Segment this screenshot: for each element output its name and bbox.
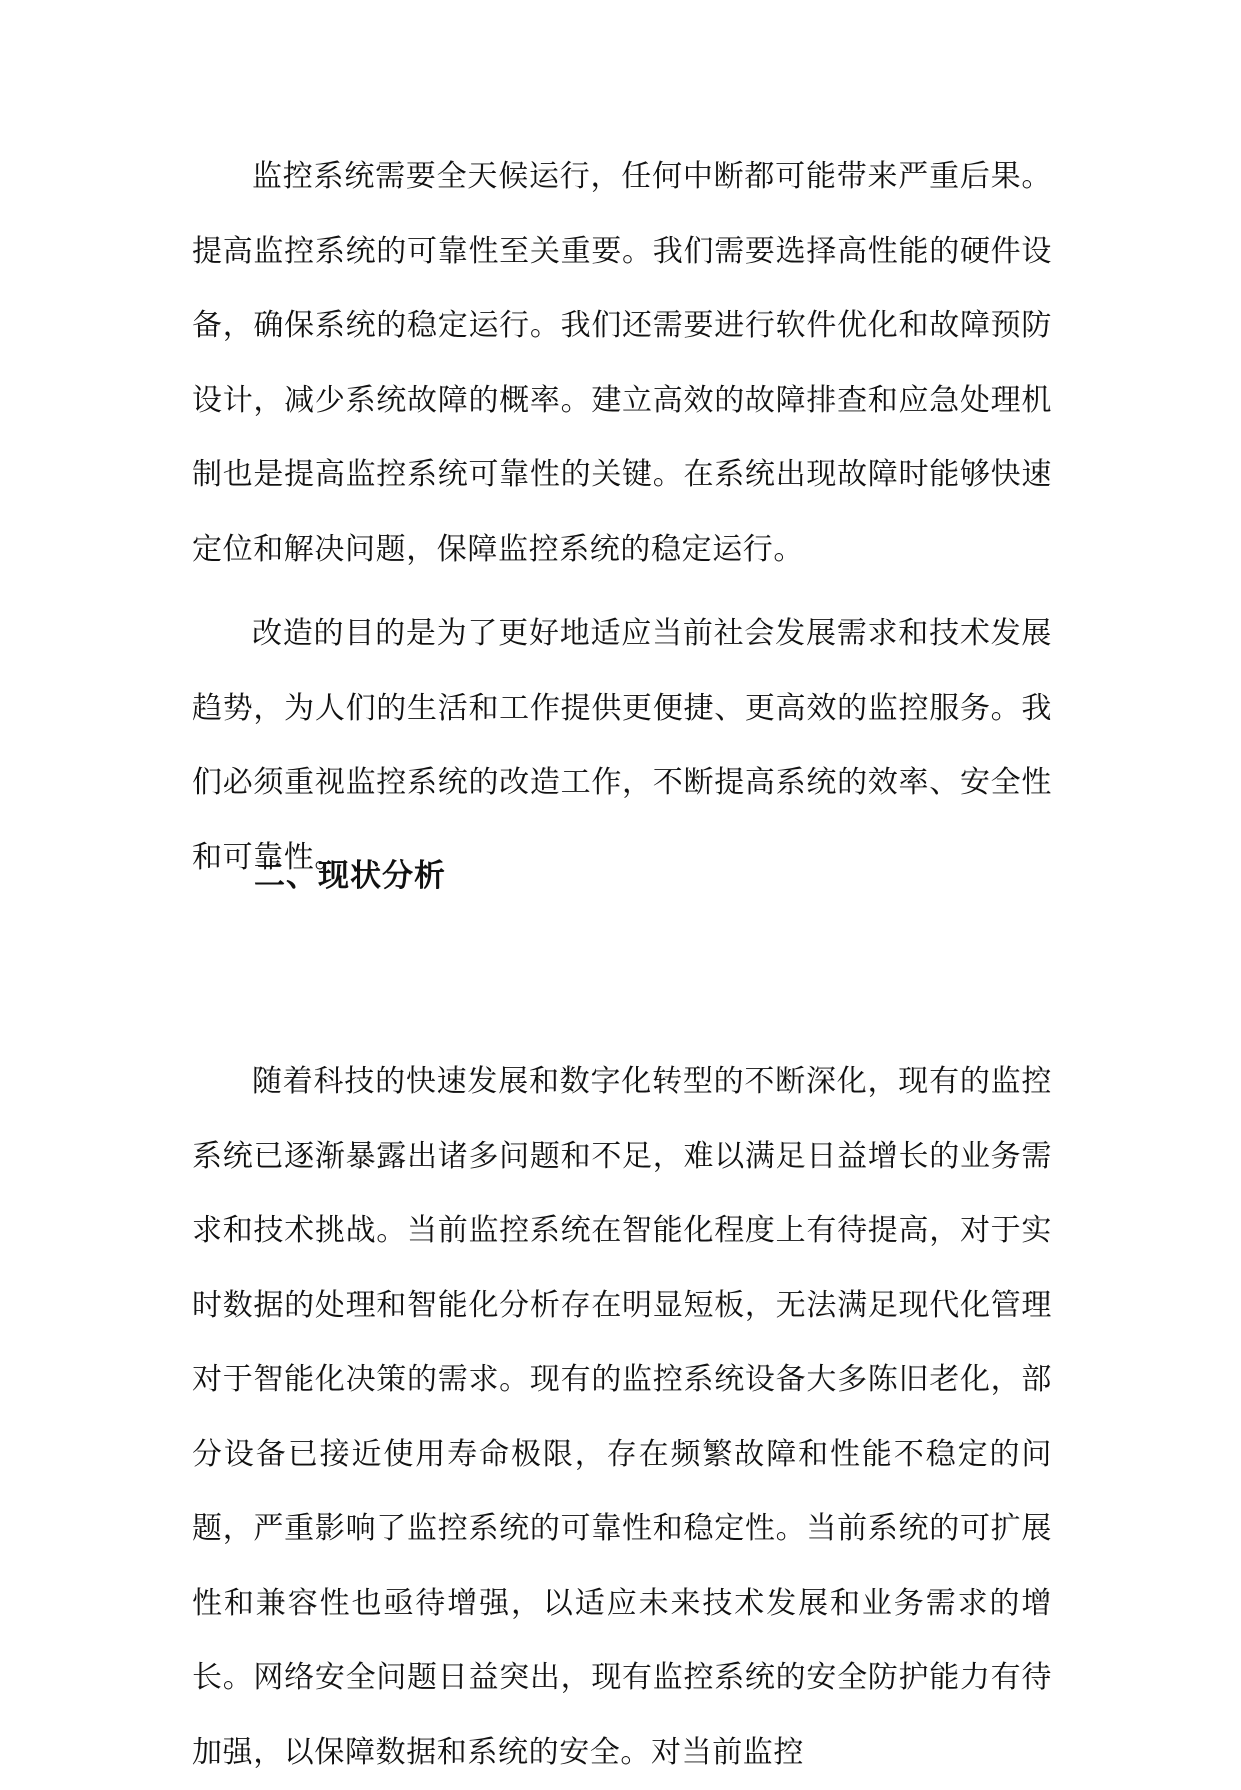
paragraph-reliability: 监控系统需要全天候运行，任何中断都可能带来严重后果。提高监控系统的可靠性至关重要。我们需要选择高性能的硬件设备，确保系统的稳定运行。我们还需要进行软件优化和故障预防设计，减少系统故障的概率。建立高效的故障排查和应急处理机制也是提高监控系统可靠性的关键。在系统出现故障时能够快速定位和解决问题，保障监控系统的稳定运行。: [192, 159, 1052, 567]
paragraph-current-status: 随着科技的快速发展和数字化转型的不断深化，现有的监控系统已逐渐暴露出诸多问题和不足，难以满足日益增长的业务需求和技术挑战。当前监控系统在智能化程度上有待提高，对于实时数据的处理和智能化分析存在明显短板，无法满足现代化管理对于智能化决策的需求。现有的监控系统设备大多陈旧老化，部分设备已接近使用寿命极限，存在频繁故障和性能不稳定的问题，严重影响了监控系统的可靠性和稳定性。当前系统的可扩展性和兼容性也亟待增强，以适应未来技术发展和业务需求的增长。网络安全问题日益突出，现有监控系统的安全防护能力有待加强，以保障数据和系统的安全。对当前监控: [192, 1064, 1052, 1770]
paragraph-renovation-purpose: 改造的目的是为了更好地适应当前社会发展需求和技术发展趋势，为人们的生活和工作提供更便捷、更高效的监控服务。我们必须重视监控系统的改造工作，不断提高系统的效率、安全性和可靠性。: [192, 616, 1052, 875]
section-heading-current-status: 二、现状分析: [254, 858, 446, 894]
